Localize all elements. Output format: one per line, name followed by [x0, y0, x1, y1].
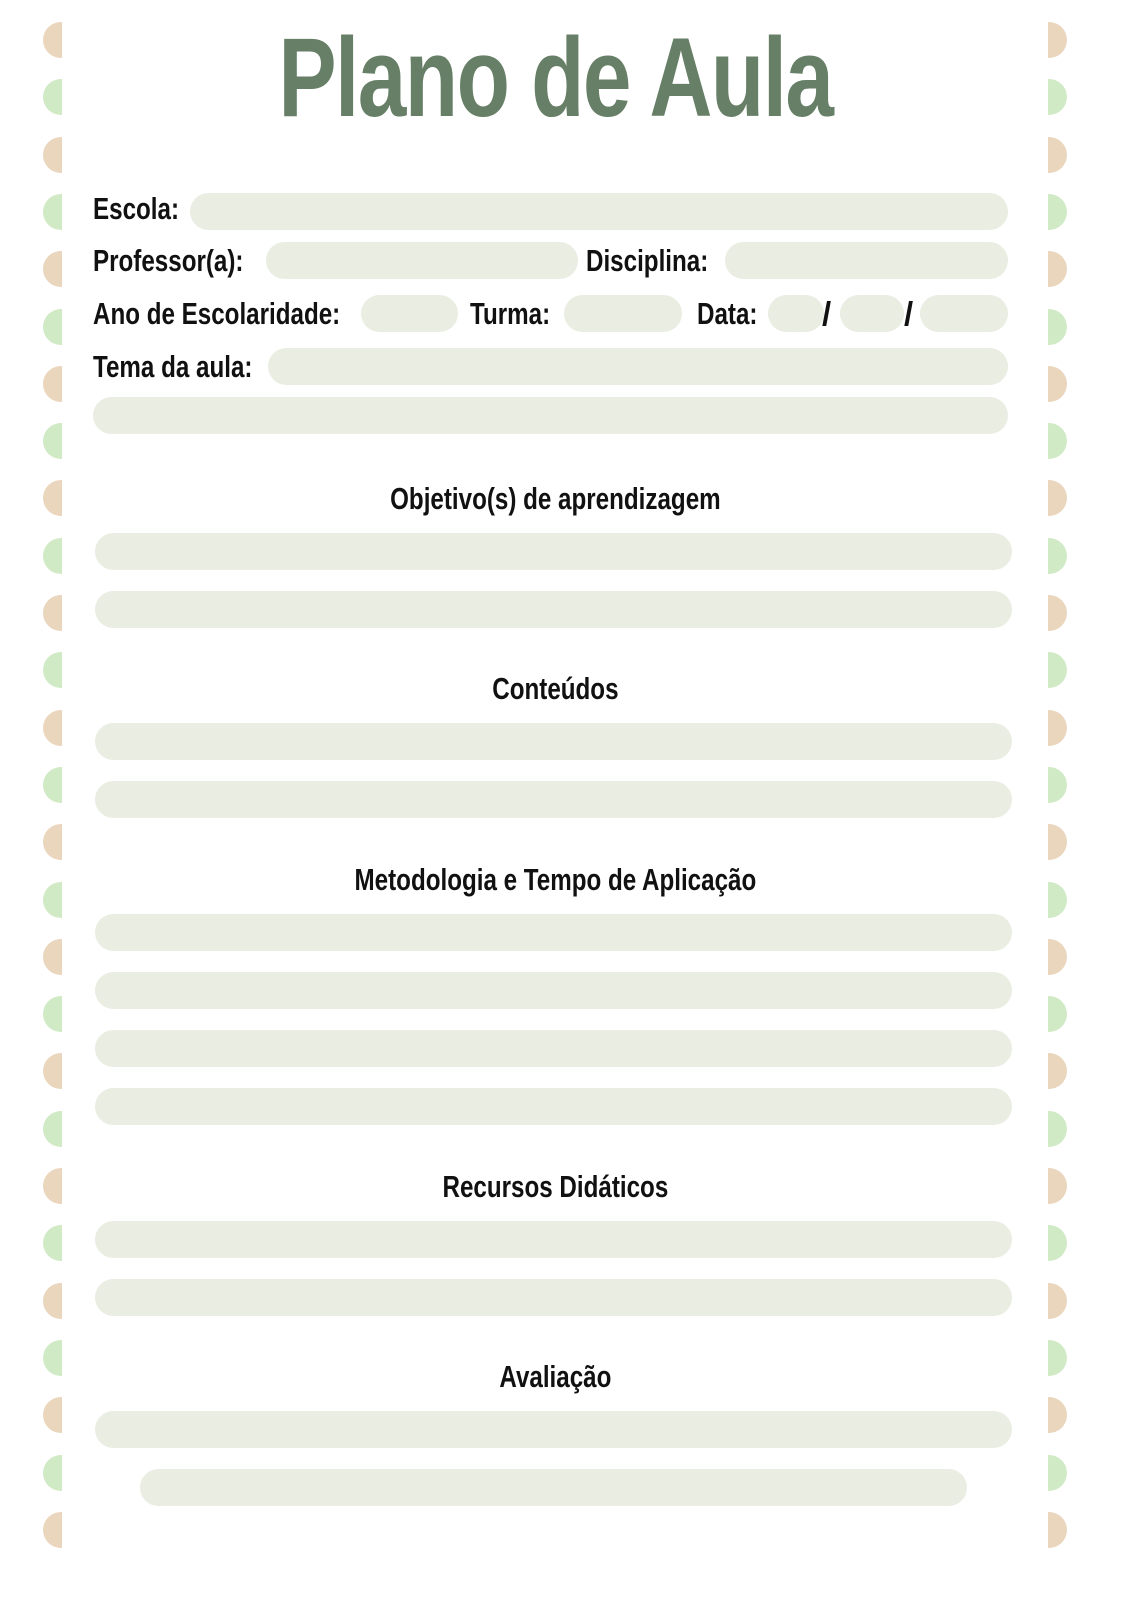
section-heading: Objetivo(s) de aprendizagem	[390, 481, 721, 516]
data-label: Data:	[697, 296, 758, 331]
half-circle-tan-left-decoration	[43, 824, 62, 860]
half-circle-green-right-decoration	[1048, 423, 1067, 459]
half-circle-green-left-decoration	[43, 652, 62, 688]
section-input-line[interactable]	[95, 533, 1012, 570]
section-input-line[interactable]	[95, 1279, 1012, 1316]
section-input-line[interactable]	[95, 1088, 1012, 1125]
section-input-line[interactable]	[95, 914, 1012, 951]
section-input-line[interactable]	[95, 781, 1012, 818]
half-circle-green-left-decoration	[43, 309, 62, 345]
half-circle-tan-left-decoration	[43, 1283, 62, 1319]
page-title: Plano de Aula	[278, 15, 833, 140]
half-circle-tan-right-decoration	[1048, 480, 1067, 516]
half-circle-tan-left-decoration	[43, 251, 62, 287]
disciplina-field[interactable]	[725, 242, 1008, 279]
section-input-line[interactable]	[95, 1030, 1012, 1067]
tema-continuation-field[interactable]	[93, 397, 1008, 434]
section-heading: Conteúdos	[492, 671, 619, 706]
half-circle-green-left-decoration	[43, 1455, 62, 1491]
half-circle-tan-right-decoration	[1048, 1283, 1067, 1319]
section-input-line[interactable]	[95, 1411, 1012, 1448]
half-circle-green-right-decoration	[1048, 538, 1067, 574]
half-circle-tan-left-decoration	[43, 480, 62, 516]
data-day-field[interactable]	[768, 295, 824, 332]
half-circle-tan-left-decoration	[43, 366, 62, 402]
half-circle-green-right-decoration	[1048, 996, 1067, 1032]
half-circle-green-right-decoration	[1048, 309, 1067, 345]
half-circle-green-left-decoration	[43, 423, 62, 459]
half-circle-green-left-decoration	[43, 538, 62, 574]
tema-label: Tema da aula:	[93, 349, 253, 384]
escola-field[interactable]	[190, 193, 1008, 230]
date-separator: /	[822, 295, 832, 332]
turma-label: Turma:	[470, 296, 551, 331]
half-circle-green-left-decoration	[43, 882, 62, 918]
half-circle-tan-left-decoration	[43, 710, 62, 746]
professor-label: Professor(a):	[93, 243, 244, 278]
ano-escolaridade-field[interactable]	[361, 295, 458, 332]
section-input-line[interactable]	[95, 972, 1012, 1009]
half-circle-green-left-decoration	[43, 1111, 62, 1147]
half-circle-tan-right-decoration	[1048, 1397, 1067, 1433]
half-circle-tan-right-decoration	[1048, 595, 1067, 631]
professor-field[interactable]	[266, 242, 578, 279]
half-circle-tan-right-decoration	[1048, 939, 1067, 975]
half-circle-tan-left-decoration	[43, 22, 62, 58]
half-circle-green-left-decoration	[43, 767, 62, 803]
half-circle-tan-right-decoration	[1048, 824, 1067, 860]
section-input-line[interactable]	[95, 1221, 1012, 1258]
disciplina-label: Disciplina:	[586, 243, 709, 278]
half-circle-tan-left-decoration	[43, 1397, 62, 1433]
data-year-field[interactable]	[920, 295, 1008, 332]
half-circle-tan-right-decoration	[1048, 1053, 1067, 1089]
half-circle-tan-right-decoration	[1048, 22, 1067, 58]
half-circle-green-right-decoration	[1048, 652, 1067, 688]
half-circle-green-left-decoration	[43, 194, 62, 230]
data-month-field[interactable]	[840, 295, 904, 332]
half-circle-tan-right-decoration	[1048, 1168, 1067, 1204]
half-circle-tan-right-decoration	[1048, 137, 1067, 173]
half-circle-green-right-decoration	[1048, 767, 1067, 803]
half-circle-tan-left-decoration	[43, 1168, 62, 1204]
escola-label: Escola:	[93, 191, 180, 226]
half-circle-green-right-decoration	[1048, 194, 1067, 230]
half-circle-green-left-decoration	[43, 996, 62, 1032]
section-input-line[interactable]	[95, 723, 1012, 760]
half-circle-green-right-decoration	[1048, 1340, 1067, 1376]
half-circle-tan-left-decoration	[43, 595, 62, 631]
section-input-line[interactable]	[95, 591, 1012, 628]
section-heading: Recursos Didáticos	[442, 1169, 669, 1204]
half-circle-tan-right-decoration	[1048, 366, 1067, 402]
half-circle-tan-left-decoration	[43, 1053, 62, 1089]
ano-escolaridade-label: Ano de Escolaridade:	[93, 296, 341, 331]
half-circle-green-left-decoration	[43, 1225, 62, 1261]
half-circle-tan-right-decoration	[1048, 251, 1067, 287]
half-circle-tan-left-decoration	[43, 137, 62, 173]
half-circle-green-left-decoration	[43, 1340, 62, 1376]
half-circle-tan-left-decoration	[43, 1512, 62, 1548]
section-heading: Avaliação	[499, 1359, 612, 1394]
half-circle-green-left-decoration	[43, 79, 62, 115]
half-circle-green-right-decoration	[1048, 79, 1067, 115]
half-circle-green-right-decoration	[1048, 882, 1067, 918]
half-circle-green-right-decoration	[1048, 1111, 1067, 1147]
section-heading: Metodologia e Tempo de Aplicação	[354, 862, 757, 897]
tema-field[interactable]	[268, 348, 1008, 385]
section-input-line[interactable]	[140, 1469, 967, 1506]
half-circle-tan-right-decoration	[1048, 710, 1067, 746]
half-circle-green-right-decoration	[1048, 1225, 1067, 1261]
turma-field[interactable]	[564, 295, 682, 332]
date-separator: /	[904, 295, 914, 332]
half-circle-green-right-decoration	[1048, 1455, 1067, 1491]
half-circle-tan-left-decoration	[43, 939, 62, 975]
half-circle-tan-right-decoration	[1048, 1512, 1067, 1548]
